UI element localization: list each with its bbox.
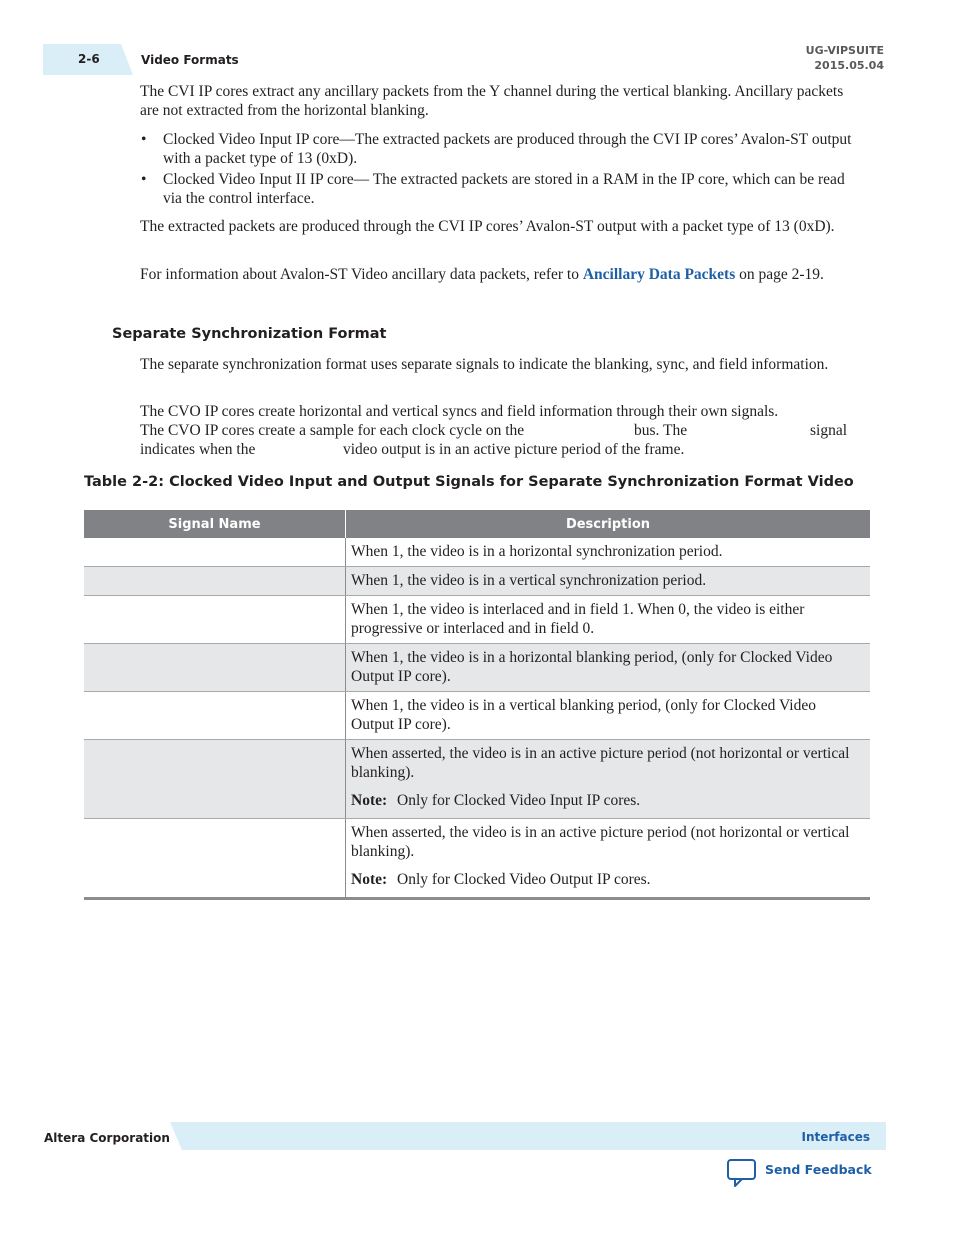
description-text: When 1, the video is in a horizontal synchronization period.: [351, 543, 723, 560]
description-cell: [346, 644, 871, 692]
table-caption: Table 2-2: Clocked Video Input and Output Signals for Separate Synchronization Format Video: [84, 474, 854, 490]
description-text: When 1, the video is interlaced and in field 1. When 0, the video is either progressive or interlaced and in field 0.: [351, 601, 805, 637]
signal-name-cell: [84, 596, 346, 644]
description-cell: [346, 740, 871, 819]
table-row: [84, 538, 870, 567]
note: [351, 791, 850, 810]
table-row: [84, 596, 870, 644]
table-row: [84, 819, 870, 899]
cvo-line-2-b: bus. The: [634, 422, 688, 439]
table-row: [84, 644, 870, 692]
document-id: [806, 43, 884, 73]
bullet-icon: •: [141, 131, 147, 148]
description-text: When asserted, the video is in an active picture period (not horizontal or vertical blanking).: [351, 824, 850, 860]
column-header-description: Description: [346, 510, 871, 538]
section-title: Video Formats: [141, 53, 239, 67]
description-cell: [346, 538, 871, 567]
paragraph-cvo: [140, 402, 862, 459]
paragraph-separate-sync: The separate synchronization format uses separate signals to indicate the blanking, sync, and field information.: [140, 356, 829, 373]
note-text: Only for Clocked Video Output IP cores.: [397, 871, 651, 888]
description-cell: [346, 567, 871, 596]
cvo-line-3-a: indicates when the: [140, 441, 256, 458]
description-cell: [346, 596, 871, 644]
description-text: When 1, the video is in a vertical blanking period, (only for Clocked Video Output IP core).: [351, 697, 816, 733]
paragraph-ancillary: The CVI IP cores extract any ancillary packets from the Y channel during the vertical blanking. Ancillary packets are not extracted from the horizontal blanking.: [140, 83, 844, 119]
cvo-line-2-a: The CVO IP cores create a sample for each clock cycle on the: [140, 422, 525, 439]
cvo-line-2: [140, 421, 862, 440]
signal-name-cell: [84, 740, 346, 819]
footer-band: [170, 1122, 886, 1150]
list-item-text: Clocked Video Input II IP core— The extracted packets are stored in a RAM in the IP core, which can be read via the control interface.: [163, 171, 845, 207]
cvo-line-3-b: video output is in an active picture period of the frame.: [343, 441, 685, 458]
page-number: 2-6: [78, 52, 100, 66]
column-header-signal-name: Signal Name: [84, 510, 346, 538]
cvo-line-2-c: signal: [810, 422, 848, 439]
table-row: [84, 692, 870, 740]
note-label: Note:: [351, 871, 388, 888]
description-text: When 1, the video is in a vertical synchronization period.: [351, 572, 707, 589]
reference-page: on page 2-19.: [739, 266, 824, 283]
signals-table: [84, 510, 870, 900]
doc-id: UG-VIPSUITE: [805, 44, 884, 57]
paragraph-reference: [140, 265, 862, 284]
section-heading: Separate Synchronization Format: [112, 326, 387, 342]
description-cell: [346, 692, 871, 740]
signal-name-cell: [84, 692, 346, 740]
interfaces-link[interactable]: Interfaces: [801, 1130, 870, 1144]
reference-text: For information about Avalon-ST Video ancillary data packets, refer to: [140, 266, 579, 283]
signal-name-cell: [84, 567, 346, 596]
doc-date: 2015.05.04: [814, 59, 884, 72]
table-header-row: [84, 510, 870, 538]
bullet-icon: •: [141, 171, 147, 188]
signal-name-cell: [84, 538, 346, 567]
list-item: [140, 170, 862, 208]
note-label: Note:: [351, 792, 388, 809]
note: [351, 870, 850, 889]
description-text: When asserted, the video is in an active picture period (not horizontal or vertical blanking).: [351, 745, 850, 781]
note-text: Only for Clocked Video Input IP cores.: [397, 792, 641, 809]
cvo-line-1: The CVO IP cores create horizontal and vertical syncs and field information through their own signals.: [140, 403, 779, 420]
table-row: [84, 740, 870, 819]
signal-name-cell: [84, 819, 346, 899]
description-text: When 1, the video is in a horizontal blanking period, (only for Clocked Video Output IP core).: [351, 649, 833, 685]
table-row: [84, 567, 870, 596]
speech-bubble-icon: [726, 1158, 758, 1188]
company-name: Altera Corporation: [44, 1131, 170, 1145]
cvo-line-3: [140, 440, 862, 459]
ancillary-data-packets-link[interactable]: Ancillary Data Packets: [582, 266, 736, 283]
send-feedback-label: Send Feedback: [765, 1162, 872, 1177]
list-item-text: Clocked Video Input IP core—The extracted packets are produced through the CVI IP cores’ Avalon-ST output with a packet type of 13 (0xD).: [163, 131, 852, 167]
paragraph-extracted-packets: The extracted packets are produced through the CVI IP cores’ Avalon-ST output with a packet type of 13 (0xD).: [140, 218, 835, 235]
description-cell: [346, 819, 871, 899]
bullet-list: [140, 130, 862, 210]
list-item: [140, 130, 862, 168]
signal-name-cell: [84, 644, 346, 692]
